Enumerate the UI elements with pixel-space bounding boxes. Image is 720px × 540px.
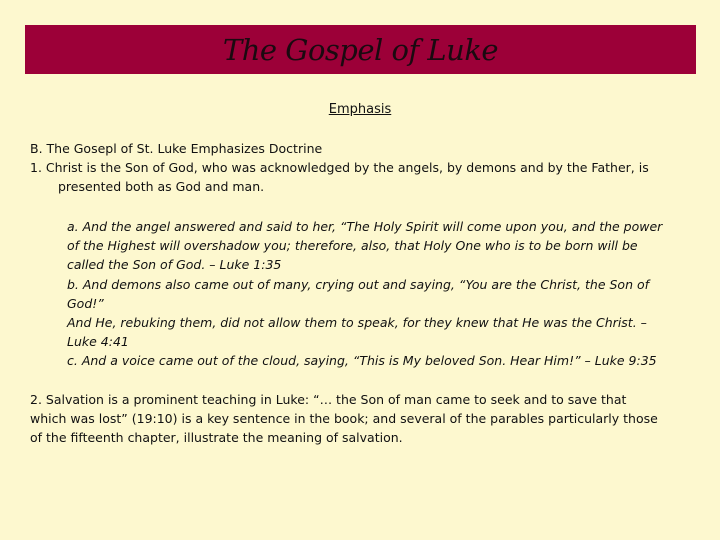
section-heading: Emphasis xyxy=(328,102,392,117)
quote-line: Luke 4:41 xyxy=(67,334,129,349)
quote-line: God!” xyxy=(67,296,104,311)
page-title: The Gospel of Luke xyxy=(222,32,499,67)
quote-line: And He, rebuking them, did not allow them to speak, for they knew that He was the Christ. – xyxy=(67,315,647,330)
quote-line: called the Son of God. – Luke 1:35 xyxy=(67,257,282,272)
title-banner xyxy=(25,25,696,74)
quote-line: of the Highest will overshadow you; therefore, also, that Holy One who is to be born will be xyxy=(67,238,638,253)
quote-line: a. And the angel answered and said to her, “The Holy Spirit will come upon you, and the power xyxy=(67,219,663,234)
point-1-line-2: presented both as God and man. xyxy=(58,179,265,194)
quote-line: b. And demons also came out of many, crying out and saying, “You are the Christ, the Son of xyxy=(67,277,650,292)
quote-line: c. And a voice came out of the cloud, saying, “This is My beloved Son. Hear Him!” – Luke 9:35 xyxy=(67,353,657,368)
point-2-line-2: which was lost” (19:10) is a key sentence in the book; and several of the parables particularly those xyxy=(30,411,658,426)
point-2-line-3: of the fifteenth chapter, illustrate the meaning of salvation. xyxy=(30,430,403,445)
point-1-line-1: 1. Christ is the Son of God, who was acknowledged by the angels, by demons and by the Father, is xyxy=(30,160,649,175)
point-2-line-1: 2. Salvation is a prominent teaching in Luke: “… the Son of man came to seek and to save that xyxy=(30,392,627,407)
section-b-title: B. The Gosepl of St. Luke Emphasizes Doctrine xyxy=(30,141,323,156)
